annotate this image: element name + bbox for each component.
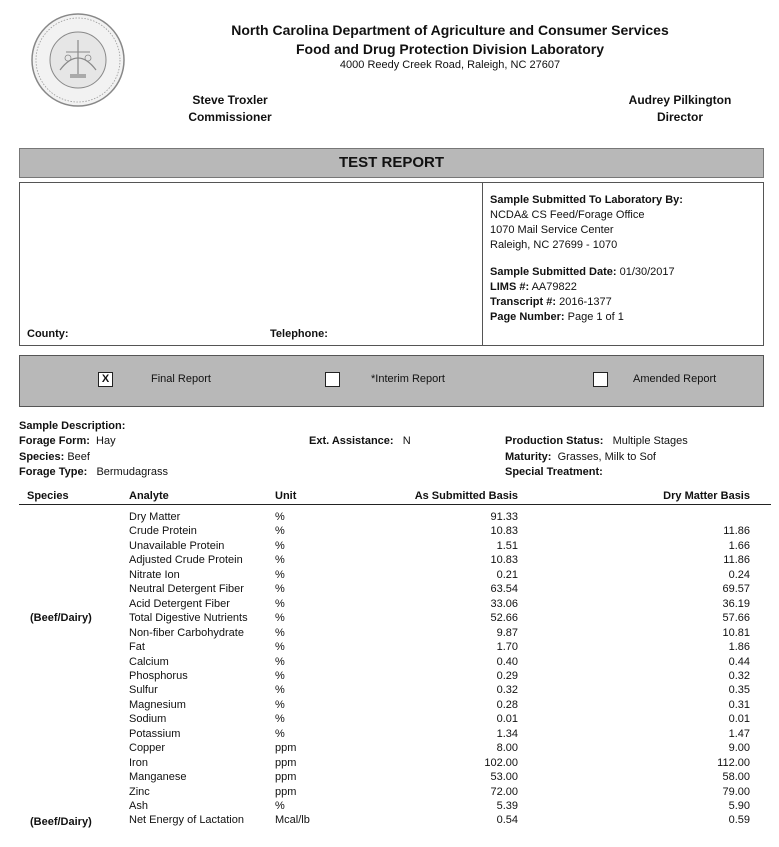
table-row	[0, 540, 779, 555]
unit-cell: %	[275, 655, 285, 668]
dry-matter-cell: 0.44	[728, 655, 750, 668]
table-row	[0, 554, 779, 569]
dry-matter-cell: 0.31	[728, 698, 750, 711]
dry-matter-cell: 57.66	[722, 612, 750, 625]
analyte-cell: Calcium	[129, 655, 169, 668]
analyte-cell: Net Energy of Lactation	[129, 814, 244, 827]
dry-matter-cell: 11.86	[723, 525, 750, 538]
dry-matter-cell: 5.90	[728, 800, 750, 812]
analyte-cell: Nitrate Ion	[129, 568, 180, 581]
unit-cell: %	[275, 713, 285, 726]
dry-matter-cell: 0.01	[728, 713, 750, 726]
analyte-cell: Manganese	[129, 771, 187, 784]
dry-matter-cell: 36.19	[722, 597, 750, 610]
submission-info-box	[19, 182, 764, 346]
director-title: Director	[656, 110, 703, 124]
table-row	[0, 684, 779, 699]
as-submitted-cell: 0.01	[496, 713, 518, 726]
header-analyte: Analyte	[129, 490, 169, 502]
as-submitted-cell: 0.21	[496, 568, 518, 581]
sample-description: Sample Description:	[19, 420, 126, 432]
unit-cell: ppm	[275, 771, 297, 784]
department-seal-logo	[30, 12, 126, 108]
commissioner-name: Steve Troxler	[192, 93, 268, 107]
table-row	[0, 670, 779, 685]
telephone-label: Telephone:	[270, 328, 328, 340]
table-row	[0, 814, 779, 829]
as-submitted-cell: 1.70	[496, 641, 518, 654]
analyte-cell: Crude Protein	[129, 525, 197, 538]
submitted-by-line-3: Raleigh, NC 27699 - 1070	[490, 239, 618, 251]
final-report-checkbox[interactable]: X	[98, 372, 113, 387]
table-row	[0, 511, 779, 526]
interim-report-checkbox[interactable]	[325, 372, 340, 387]
info-divider	[482, 183, 483, 345]
unit-cell: %	[275, 684, 285, 697]
unit-cell: Mcal/lb	[275, 814, 310, 827]
transcript-number: Transcript #: 2016-1377	[490, 296, 612, 308]
unit-cell: ppm	[275, 742, 297, 755]
director-name: Audrey Pilkington	[628, 93, 732, 107]
analyte-cell: Potassium	[129, 727, 181, 740]
analyte-cell: Adjusted Crude Protein	[129, 554, 243, 567]
page-number: Page Number: Page 1 of 1	[490, 311, 624, 323]
submitted-date: Sample Submitted Date: 01/30/2017	[490, 266, 675, 278]
as-submitted-cell: 0.32	[496, 684, 518, 697]
unit-cell: %	[275, 698, 285, 711]
analyte-cell: Sodium	[129, 713, 167, 726]
dry-matter-cell: 58.00	[722, 771, 750, 784]
analyte-cell: Fat	[129, 641, 145, 654]
unit-cell: %	[275, 612, 285, 625]
analyte-cell: Non-fiber Carbohydrate	[129, 626, 244, 639]
header-rule	[19, 504, 771, 505]
as-submitted-cell: 33.06	[490, 597, 518, 610]
dry-matter-cell: 0.35	[728, 684, 750, 697]
table-row	[0, 569, 779, 584]
dry-matter-cell: 1.86	[728, 641, 750, 654]
header-dry-matter: Dry Matter Basis	[663, 490, 750, 502]
as-submitted-cell: 0.29	[496, 669, 518, 682]
as-submitted-cell: 1.34	[496, 727, 518, 740]
commissioner-title: Commissioner	[188, 110, 272, 124]
unit-cell: %	[275, 800, 285, 812]
as-submitted-cell: 0.40	[496, 655, 518, 668]
as-submitted-cell: 63.54	[490, 583, 518, 596]
analyte-cell: Magnesium	[129, 698, 186, 711]
as-submitted-cell: 1.51	[496, 539, 518, 552]
laboratory-address: 4000 Reedy Creek Road, Raleigh, NC 27607	[339, 59, 561, 71]
unit-cell: %	[275, 597, 285, 610]
report-type-box	[19, 355, 764, 407]
submitted-by-line-2: 1070 Mail Service Center	[490, 224, 614, 236]
table-row	[0, 656, 779, 671]
analyte-cell: Unavailable Protein	[129, 539, 225, 552]
analyte-cell: Copper	[129, 742, 166, 755]
as-submitted-cell: 0.54	[496, 814, 518, 827]
as-submitted-cell: 10.83	[490, 554, 518, 567]
header-unit: Unit	[275, 490, 297, 502]
unit-cell: %	[275, 727, 285, 740]
department-name: North Carolina Department of Agriculture and Consumer Services	[231, 22, 669, 38]
table-row	[0, 525, 779, 540]
table-row	[0, 612, 779, 627]
unit-cell: %	[275, 511, 285, 523]
analyte-cell: Iron	[129, 756, 148, 769]
as-submitted-cell: 0.28	[496, 698, 518, 711]
submitted-by-label: Sample Submitted To Laboratory By:	[490, 194, 683, 206]
unit-cell: %	[275, 641, 285, 654]
as-submitted-cell: 5.39	[496, 800, 518, 812]
unit-cell: %	[275, 669, 285, 682]
production-status: Production Status: Multiple Stages	[505, 435, 688, 447]
as-submitted-cell: 53.00	[490, 771, 518, 784]
ext-assistance: Ext. Assistance: N	[309, 435, 411, 447]
unit-cell: ppm	[275, 756, 297, 769]
table-row	[0, 757, 779, 772]
unit-cell: %	[275, 539, 285, 552]
dry-matter-cell: 79.00	[722, 785, 750, 798]
analyte-cell: Zinc	[129, 785, 150, 798]
header-species: Species	[27, 490, 69, 502]
county-label: County:	[27, 328, 69, 340]
unit-cell: %	[275, 568, 285, 581]
director-block	[620, 92, 740, 126]
analyte-cell: Neutral Detergent Fiber	[129, 583, 244, 596]
analyte-cell: Phosphorus	[129, 669, 188, 682]
table-row	[0, 641, 779, 656]
analyte-cell: Sulfur	[129, 684, 158, 697]
commissioner-block	[180, 92, 280, 126]
as-submitted-cell: 10.83	[490, 525, 518, 538]
submitted-by-line-1: NCDA& CS Feed/Forage Office	[490, 209, 645, 221]
as-submitted-cell: 9.87	[496, 626, 518, 639]
table-row	[0, 786, 779, 801]
as-submitted-cell: 91.33	[490, 511, 518, 523]
dry-matter-cell: 9.00	[728, 742, 750, 755]
amended-report-checkbox[interactable]	[593, 372, 608, 387]
unit-cell: %	[275, 554, 285, 567]
forage-form: Forage Form: Hay	[19, 435, 116, 447]
dry-matter-cell: 11.86	[723, 554, 750, 567]
table-row	[0, 742, 779, 757]
maturity: Maturity: Grasses, Milk to Sof	[505, 451, 656, 463]
table-row	[0, 627, 779, 642]
dry-matter-cell: 69.57	[722, 583, 750, 596]
table-row	[0, 771, 779, 786]
amended-report-label: Amended Report	[633, 373, 717, 385]
dry-matter-cell: 1.47	[728, 727, 750, 740]
table-row	[0, 800, 779, 815]
dry-matter-cell: 112.00	[717, 756, 750, 769]
as-submitted-cell: 8.00	[496, 742, 518, 755]
special-treatment: Special Treatment:	[505, 466, 603, 478]
table-row	[0, 699, 779, 714]
dry-matter-cell: 1.66	[728, 539, 750, 552]
table-row	[0, 598, 779, 613]
submission-details	[490, 193, 683, 325]
dry-matter-cell: 0.24	[728, 568, 750, 581]
table-row	[0, 713, 779, 728]
header-as-submitted: As Submitted Basis	[414, 490, 518, 502]
division-name: Food and Drug Protection Division Laboratory	[295, 41, 604, 57]
table-row	[0, 728, 779, 743]
dry-matter-cell: 0.59	[728, 814, 750, 827]
analyte-cell: Dry Matter	[129, 511, 181, 523]
species-field: Species: Beef	[19, 451, 90, 463]
unit-cell: %	[275, 626, 285, 639]
analyte-cell: Acid Detergent Fiber	[129, 597, 230, 610]
dry-matter-cell: 10.81	[722, 626, 750, 639]
report-title: TEST REPORT	[19, 148, 764, 178]
as-submitted-cell: 72.00	[490, 785, 518, 798]
analyte-cell: Total Digestive Nutrients	[129, 612, 248, 625]
as-submitted-cell: 52.66	[490, 612, 518, 625]
unit-cell: %	[275, 583, 285, 596]
as-submitted-cell: 102.00	[484, 756, 518, 769]
interim-report-label: *Interim Report	[371, 373, 445, 385]
analyte-cell: Ash	[129, 800, 148, 812]
species-group-label: (Beef/Dairy)	[30, 612, 92, 624]
final-report-label: Final Report	[151, 373, 211, 385]
unit-cell: %	[275, 525, 285, 538]
table-row	[0, 583, 779, 598]
dry-matter-cell: 0.32	[728, 669, 750, 682]
unit-cell: ppm	[275, 785, 297, 798]
species-group-label: (Beef/Dairy)	[30, 816, 92, 828]
lims-number: LIMS #: AA79822	[490, 281, 577, 293]
forage-type: Forage Type: Bermudagrass	[19, 466, 168, 478]
